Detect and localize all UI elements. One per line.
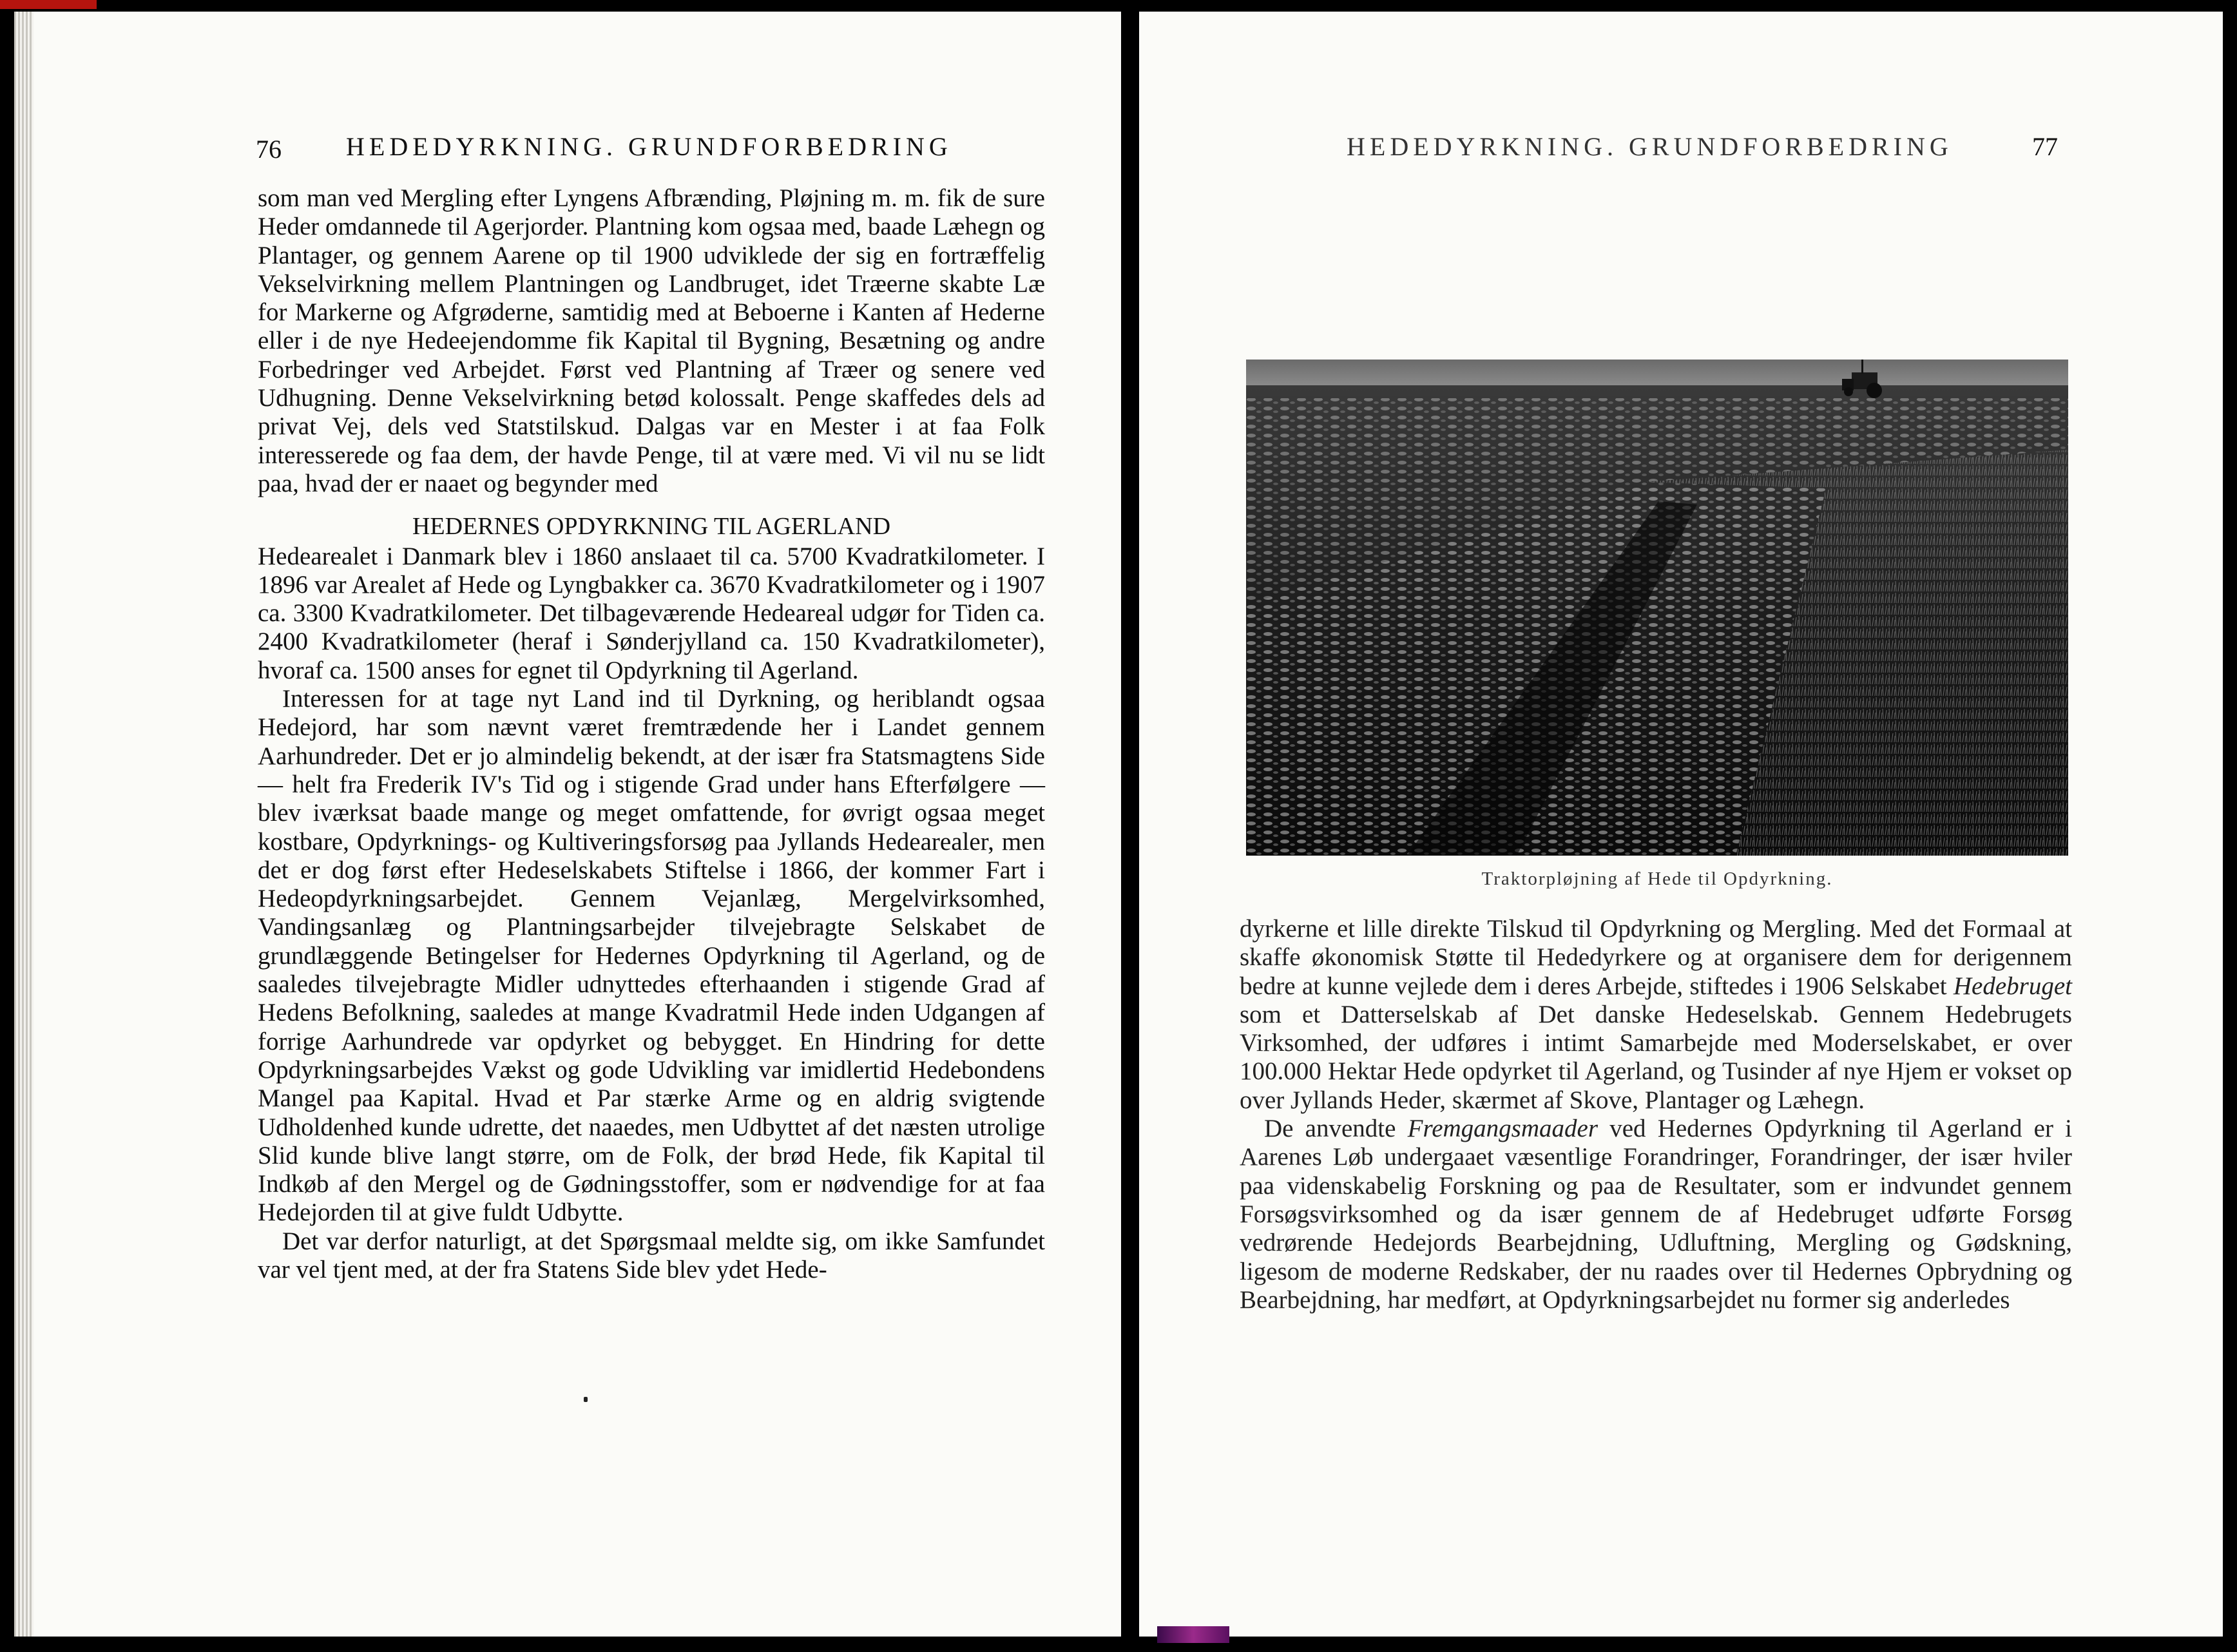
running-head: HEDEDYRKNING. GRUNDFORBEDRING	[1347, 132, 1953, 161]
page-number: 77	[2032, 132, 2058, 161]
scan-corner-mark	[0, 0, 97, 9]
paragraph: som man ved Mergling efter Lyngens Afbrænding, Pløjning m. m. fik de sure Heder omdannede til Agerjorder. Plantning kom ogsaa med, baade Læhegn og Plantager, og gennem Aarene op til 1900 udviklede der sig en fortræffelig Vekselvirkning mellem Plantningen og Landbruget, idet Træerne skabte Læ for Markerne og Afgrøderne, samtidig med at Beboerne i Kanten af Hederne eller i de nye Hedeejendomme fik Kapital til Bygning, Besætning og andre Forbedringer ved Arbejdet. Først ved Plantning af Træer og senere ved Udhugning. Denne Vekselvirkning betød kolossalt. Penge skaffedes dels ad privat Vej, dels ved Statstilskud. Dalgas var en Mester i at faa Folk interesserede og faa dem, der havde Penge, til at være med. Vi vil nu se lidt paa, hvad der er naaet og begynder med	[258, 184, 1045, 497]
page-edge-stripes	[14, 12, 34, 1637]
italic-term: Hedebruget	[1953, 972, 2072, 1000]
paragraph-text: dyrkerne et lille direkte Tilskud til Opdyrkning og Mergling. Med det Formaal at skaffe økonomisk Støtte til Hededyrkere og at organisere dem for derigennem bedre at kunne vejlede dem i deres Arbejde, stiftedes i 1906 Selskabet	[1240, 915, 2072, 1000]
paragraph-text: ved Hedernes Opdyrkning til Agerland er i Aarenes Løb undergaaet væsentlige Forandringer, Forandringer, der især hviler paa videnskabelig Forskning og paa de Resultater, som er indvundet gennem Forsøgsvirksomhed og da især gennem de af Hedebruget udførte Forsøg vedrørende Hedejords Bearbejdning, Udluftning, Mergling og Gødskning, ligesom de moderne Redskaber, der nu raades over til Hedernes Opbrydning og Bearbejdning, har medført, at Opdyrkningsarbejdet nu former sig anderledes	[1240, 1115, 2073, 1314]
plowing-photo-image	[1246, 360, 2068, 856]
page-number: 76	[256, 135, 282, 164]
body-text	[258, 184, 1045, 1284]
ink-speck	[584, 1397, 588, 1402]
paragraph: Hedearealet i Danmark blev i 1860 anslaaet til ca. 5700 Kvadratkilometer. I 1896 var Arealet af Hede og Lyngbakker ca. 3670 Kvadratkilometer og i 1907 ca. 3300 Kvadratkilometer. Det tilbageværende Hedeareal udgør for Tiden ca. 2400 Kvadratkilometer (heraf i Sønderjylland ca. 150 Kvadratkilometer), hvoraf ca. 1500 anses for egnet til Opdyrkning til Agerland.	[258, 542, 1045, 684]
binding-mark	[1157, 1626, 1229, 1643]
right-page	[1139, 12, 2223, 1637]
photo-caption: Traktorpløjning af Hede til Opdyrkning.	[1481, 869, 1833, 889]
paragraph: Interessen for at tage nyt Land ind til Dyrkning, og heriblandt ogsaa Hedejord, har som nævnt været fremtrædende her i Landet gennem Aarhundreder. Det er jo almindelig bekendt, at der især fra Statsmagtens Side — helt fra Frederik IV's Tid og i stigende Grad under hans Efterfølgere — blev iværksat baade mange og meget omfattende, for øvrigt ogsaa meget kostbare, Opdyrknings- og Kultiveringsforsøg paa Jyllands Hedearealer, men det er dog først efter Hedeselskabets Stiftelse i 1866, der kommer Fart i Hedeopdyrkningsarbejdet. Gennem Vejanlæg, Mergelvirksomhed, Vandingsanlæg og Plantningsarbejder tilvejebragte Selskabet de grundlæggende Betingelser for Hedernes Opdyrkning til Agerland, og de saaledes tilvejebragte Midler udnyttedes efterhaanden i stigende Grad af Hedens Befolkning, saaledes at mange Kvadratmil Hede inden Udgangen af forrige Aarhundrede var opdyrket og bebygget. En Hindring for dette Opdyrkningsarbejdes Vækst og gode Udvikling var imidlertid Hedebondens Mangel paa Kapital. Hvad et Par stærke Arme og en aldrig svigtende Udholdenhed kunde udrette, det naaedes, men Udbyttet af det næsten utrolige Slid kunde blive langt større, om de Folk, der brød Hede, fik Kapital til Indkøb af den Mergel og de Gødningsstoffer, som er nødvendige for at faa Hedejorden til at give fuldt Udbytte.	[258, 685, 1045, 1227]
section-heading: HEDERNES OPDYRKNING TIL AGERLAND	[412, 513, 891, 541]
paragraph-text: De anvendte	[1264, 1115, 1408, 1143]
body-text	[1240, 915, 2072, 1314]
paragraph	[1240, 1115, 2072, 1314]
running-head: HEDEDYRKNING. GRUNDFORBEDRING	[346, 132, 952, 161]
paragraph: Det var derfor naturligt, at det Spørgsmaal meldte sig, om ikke Samfundet var vel tjent med, at der fra Statens Side blev ydet Hede-	[258, 1227, 1045, 1283]
italic-term: Fremgangsmaader	[1407, 1115, 1598, 1143]
plowing-photo	[1246, 360, 2068, 856]
paragraph-text: som et Datterselskab af Det danske Hedeselskab. Gennem Hedebrugets Virksomhed, der udføres i intimt Samarbejde med Moderselskabet, er over 100.000 Hektar Hede opdyrket til Agerland, og Tusinder af nye Hjem er vokset op over Jyllands Heder, skærmet af Skove, Plantager og Læhegn.	[1240, 1000, 2072, 1114]
left-page	[14, 12, 1121, 1637]
paragraph	[1240, 915, 2072, 1115]
